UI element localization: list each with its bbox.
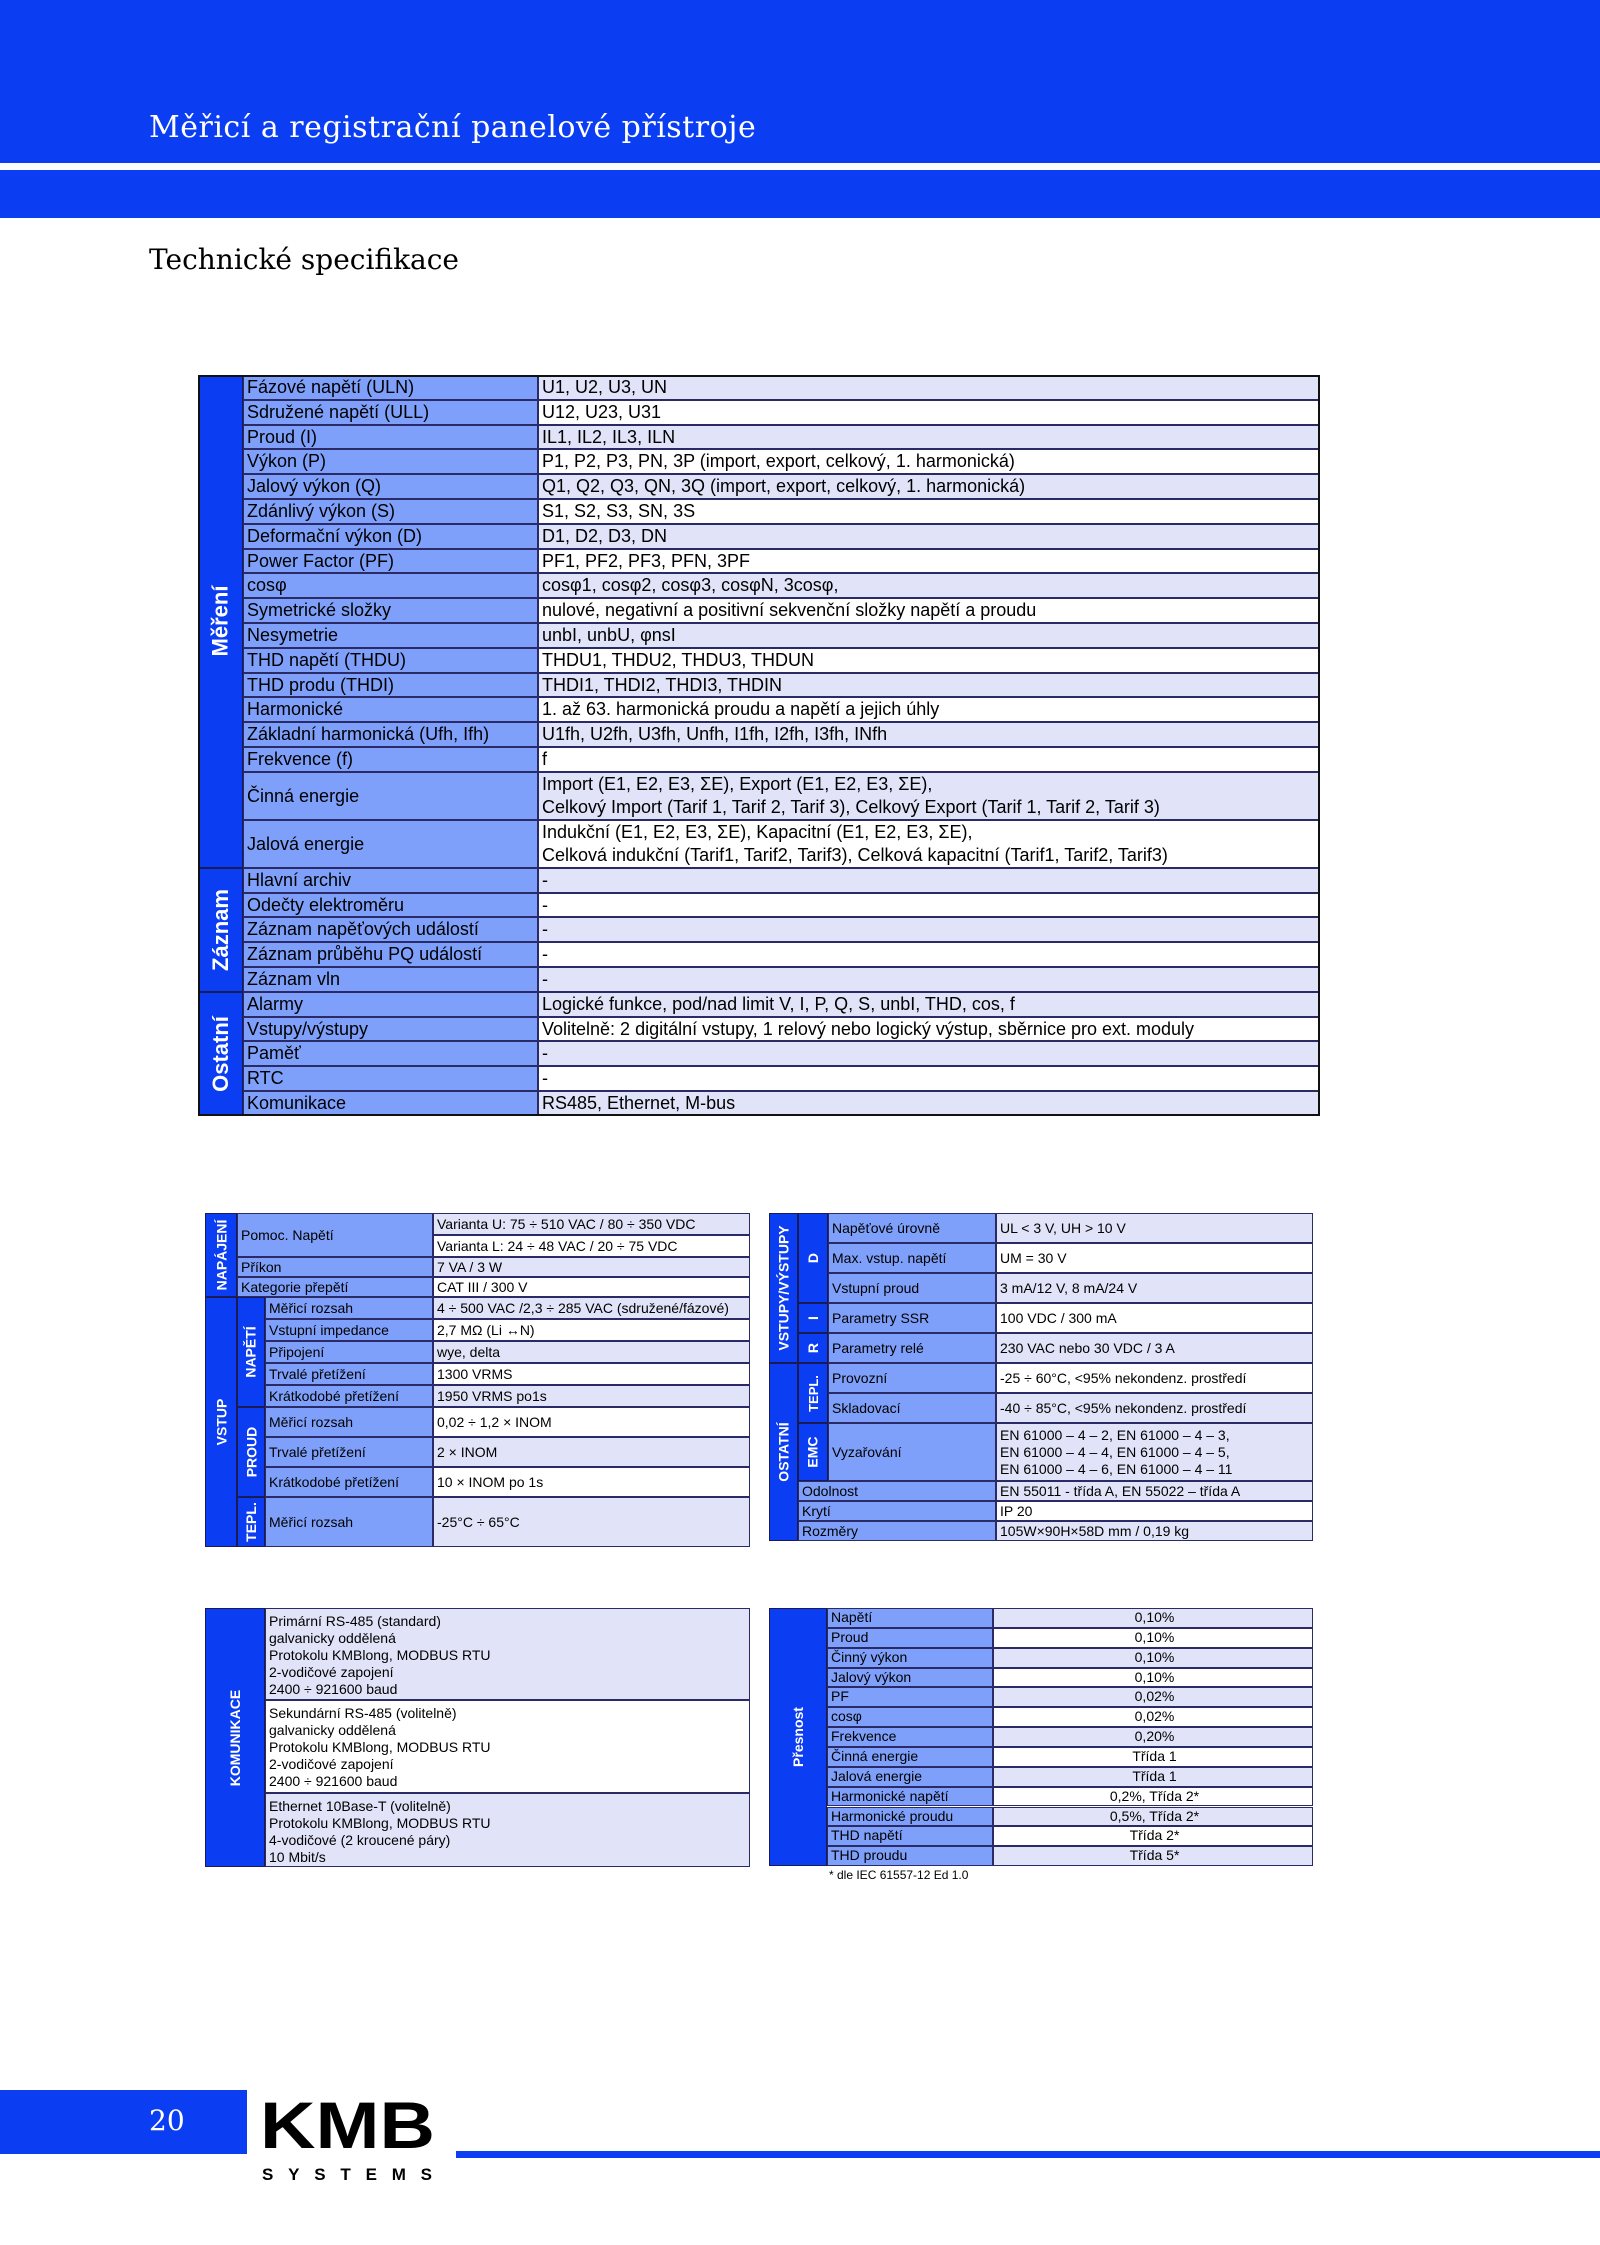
accuracy-value: 0,20% bbox=[993, 1727, 1313, 1747]
accuracy-value: 0,5%, Třída 2* bbox=[993, 1807, 1313, 1827]
spec-label: Komunikace bbox=[243, 1091, 538, 1116]
power-label: Připojení bbox=[265, 1341, 433, 1363]
power-value: 0,02 ÷ 1,2 × INOM bbox=[433, 1407, 750, 1437]
comm-line: Sekundární RS-485 (volitelně) bbox=[269, 1705, 457, 1721]
spec-value: 1. až 63. harmonická proudu a napětí a jejich úhly bbox=[538, 697, 1320, 722]
accuracy-value: Třída 1 bbox=[993, 1747, 1313, 1767]
spec-label: Výkon (P) bbox=[243, 449, 538, 474]
spec-label: Činná energie bbox=[243, 772, 538, 820]
accuracy-value: 0,10% bbox=[993, 1668, 1313, 1688]
accuracy-label: Jalová energie bbox=[827, 1767, 993, 1787]
power-value: Varianta L: 24 ÷ 48 VAC / 20 ÷ 75 VDC bbox=[433, 1235, 750, 1257]
spec-value: - bbox=[538, 1066, 1320, 1091]
group-label-text: Měření bbox=[207, 585, 233, 657]
io-label: Skladovací bbox=[828, 1393, 996, 1423]
comm-line: 4-vodičové (2 kroucené páry) bbox=[269, 1832, 451, 1848]
io-value: IP 20 bbox=[996, 1501, 1313, 1521]
power-value: 10 × INOM po 1s bbox=[433, 1467, 750, 1497]
accuracy-value: 0,02% bbox=[993, 1707, 1313, 1727]
group-ostatni bbox=[769, 1363, 798, 1541]
group-ostatni-text: OSTATNÍ bbox=[775, 1422, 792, 1482]
group-napajeni bbox=[205, 1213, 237, 1297]
comm-block bbox=[265, 1700, 750, 1793]
group-label-text: Ostatní bbox=[207, 1015, 233, 1092]
spec-label: THD napětí (THDU) bbox=[243, 648, 538, 673]
subgroup-i-text: I bbox=[804, 1316, 821, 1320]
spec-value-line: Celková indukční (Tarif1, Tarif2, Tarif3), Celková kapacitní (Tarif1, Tarif2, Tarif3) bbox=[542, 844, 1168, 865]
group-vstup-text: VSTUP bbox=[213, 1398, 229, 1446]
subgroup-tepl bbox=[798, 1363, 828, 1423]
spec-label: Deformační výkon (D) bbox=[243, 524, 538, 549]
comm-line: galvanicky oddělená bbox=[269, 1722, 396, 1738]
comm-line: Protokolu KMBlong, MODBUS RTU bbox=[269, 1815, 491, 1831]
comm-block bbox=[265, 1608, 750, 1700]
power-label: Měřicí rozsah bbox=[265, 1297, 433, 1319]
io-value: -40 ÷ 85°C, <95% nekondenz. prostředí bbox=[996, 1393, 1313, 1423]
accuracy-label: Proud bbox=[827, 1628, 993, 1648]
spec-value: Q1, Q2, Q3, QN, 3Q (import, export, celkový, 1. harmonická) bbox=[538, 474, 1320, 499]
subgroup-tepl bbox=[237, 1497, 265, 1547]
spec-value: - bbox=[538, 942, 1320, 967]
accuracy-label: Napětí bbox=[827, 1608, 993, 1628]
io-value-line: EN 61000 – 4 – 6, EN 61000 – 4 – 11 bbox=[1000, 1461, 1233, 1477]
document-title: Měřicí a registrační panelové přístroje bbox=[149, 110, 757, 145]
spec-value-line: Celkový Import (Tarif 1, Tarif 2, Tarif 3), Celkový Export (Tarif 1, Tarif 2, Tarif 3) bbox=[542, 796, 1160, 817]
spec-value: S1, S2, S3, SN, 3S bbox=[538, 499, 1320, 524]
comm-line: 2-vodičové zapojení bbox=[269, 1664, 394, 1680]
group-komunikace-text: KOMUNIKACE bbox=[227, 1689, 244, 1786]
spec-label: Zdánlivý výkon (S) bbox=[243, 499, 538, 524]
spec-value: RS485, Ethernet, M-bus bbox=[538, 1091, 1320, 1116]
spec-label: Záznam průběhu PQ událostí bbox=[243, 942, 538, 967]
spec-value: - bbox=[538, 893, 1320, 918]
comm-line: galvanicky oddělená bbox=[269, 1630, 396, 1646]
accuracy-value: 0,2%, Třída 2* bbox=[993, 1787, 1313, 1807]
io-value bbox=[996, 1423, 1313, 1481]
subgroup-napeti-text: NAPĚTÍ bbox=[243, 1326, 259, 1378]
spec-label: Alarmy bbox=[243, 992, 538, 1017]
spec-value: Logické funkce, pod/nad limit V, I, P, Q, S, unbI, THD, cos, f bbox=[538, 992, 1320, 1017]
spec-label: cosφ bbox=[243, 573, 538, 598]
power-value: 4 ÷ 500 VAC /2,3 ÷ 285 VAC (sdružené/fázové) bbox=[433, 1297, 750, 1319]
spec-value: - bbox=[538, 917, 1320, 942]
io-value: 100 VDC / 300 mA bbox=[996, 1303, 1313, 1333]
power-label: Měřicí rozsah bbox=[265, 1407, 433, 1437]
accuracy-label: Frekvence bbox=[827, 1727, 993, 1747]
spec-value: THDI1, THDI2, THDI3, THDIN bbox=[538, 673, 1320, 698]
spec-value-line: Indukční (E1, E2, E3, ΣE), Kapacitní (E1, E2, E3, ΣE), bbox=[542, 821, 973, 842]
logo-text: KMB bbox=[260, 2090, 435, 2162]
accuracy-label: THD proudu bbox=[827, 1846, 993, 1866]
subgroup-r bbox=[798, 1333, 828, 1363]
power-value: 2,7 MΩ (Li ↔N) bbox=[433, 1319, 750, 1341]
spec-label: Záznam vln bbox=[243, 967, 538, 992]
comm-line: 2400 ÷ 921600 baud bbox=[269, 1773, 398, 1789]
subgroup-r-text: R bbox=[805, 1342, 821, 1354]
group-label bbox=[198, 992, 243, 1116]
spec-value bbox=[538, 772, 1320, 820]
subgroup-emc-text: EMC bbox=[805, 1436, 821, 1468]
power-value: 1950 VRMS po1s bbox=[433, 1385, 750, 1407]
subgroup-napeti bbox=[237, 1297, 265, 1407]
power-value: 1300 VRMS bbox=[433, 1363, 750, 1385]
io-value: UM = 30 V bbox=[996, 1243, 1313, 1273]
io-label: Krytí bbox=[798, 1501, 996, 1521]
comm-line: 2400 ÷ 921600 baud bbox=[269, 1681, 398, 1697]
io-value: 230 VAC nebo 30 VDC / 3 A bbox=[996, 1333, 1313, 1363]
spec-value-line: Import (E1, E2, E3, ΣE), Export (E1, E2, E3, ΣE), bbox=[542, 773, 933, 794]
power-label: Trvalé přetížení bbox=[265, 1363, 433, 1385]
power-label: Vstupní impedance bbox=[265, 1319, 433, 1341]
comm-line: Protokolu KMBlong, MODBUS RTU bbox=[269, 1647, 491, 1663]
spec-value: - bbox=[538, 967, 1320, 992]
accuracy-label: Harmonické napětí bbox=[827, 1787, 993, 1807]
accuracy-label: Činná energie bbox=[827, 1747, 993, 1767]
spec-label: RTC bbox=[243, 1066, 538, 1091]
power-value: wye, delta bbox=[433, 1341, 750, 1363]
accuracy-value: 0,10% bbox=[993, 1628, 1313, 1648]
subgroup-proud-text: PROUD bbox=[243, 1426, 259, 1478]
power-value: -25°C ÷ 65°C bbox=[433, 1497, 750, 1547]
spec-label: Proud (I) bbox=[243, 425, 538, 450]
header-band-lower bbox=[0, 170, 1600, 218]
group-label bbox=[198, 868, 243, 992]
comm-line: Ethernet 10Base-T (volitelně) bbox=[269, 1798, 451, 1814]
spec-value: nulové, negativní a positivní sekvenční složky napětí a proudu bbox=[538, 598, 1320, 623]
spec-value: unbI, unbU, φnsI bbox=[538, 623, 1320, 648]
footer-band bbox=[0, 2090, 247, 2154]
io-value-line: EN 61000 – 4 – 4, EN 61000 – 4 – 5, bbox=[1000, 1444, 1230, 1460]
spec-label: Frekvence (f) bbox=[243, 747, 538, 772]
accuracy-label: Harmonické proudu bbox=[827, 1807, 993, 1827]
power-label: Krátkodobé přetížení bbox=[265, 1385, 433, 1407]
io-value-line: EN 61000 – 4 – 2, EN 61000 – 4 – 3, bbox=[1000, 1427, 1230, 1443]
spec-value: PF1, PF2, PF3, PFN, 3PF bbox=[538, 549, 1320, 574]
io-value: UL < 3 V, UH > 10 V bbox=[996, 1213, 1313, 1243]
spec-value: Volitelně: 2 digitální vstupy, 1 relový nebo logický výstup, sběrnice pro ext. moduly bbox=[538, 1017, 1320, 1042]
io-label: Max. vstup. napětí bbox=[828, 1243, 996, 1273]
accuracy-label: Jalový výkon bbox=[827, 1668, 993, 1688]
spec-value: - bbox=[538, 1041, 1320, 1066]
power-label: Krátkodobé přetížení bbox=[265, 1467, 433, 1497]
spec-label: Záznam napěťových událostí bbox=[243, 917, 538, 942]
spec-value: U1fh, U2fh, U3fh, Unfh, I1fh, I2fh, I3fh, INfh bbox=[538, 722, 1320, 747]
comm-line: 10 Mbit/s bbox=[269, 1849, 326, 1865]
subgroup-d bbox=[798, 1213, 828, 1303]
subgroup-tepl-text: TEPL. bbox=[243, 1502, 260, 1542]
spec-label: Vstupy/výstupy bbox=[243, 1017, 538, 1042]
spec-value: P1, P2, P3, PN, 3P (import, export, celkový, 1. harmonická) bbox=[538, 449, 1320, 474]
accuracy-value: 0,02% bbox=[993, 1687, 1313, 1707]
io-label: Odolnost bbox=[798, 1481, 996, 1501]
spec-label: Paměť bbox=[243, 1041, 538, 1066]
spec-label: Hlavní archiv bbox=[243, 868, 538, 893]
accuracy-value: Třída 1 bbox=[993, 1767, 1313, 1787]
spec-value: U12, U23, U31 bbox=[538, 400, 1320, 425]
io-label: Vyzařování bbox=[828, 1423, 996, 1481]
group-label bbox=[198, 375, 243, 868]
comm-line: 2-vodičové zapojení bbox=[269, 1756, 394, 1772]
io-value: EN 55011 - třída A, EN 55022 – třída A bbox=[996, 1481, 1313, 1501]
io-value: 3 mA/12 V, 8 mA/24 V bbox=[996, 1273, 1313, 1303]
subgroup-tepl-text: TEPL. bbox=[805, 1374, 821, 1412]
spec-value: U1, U2, U3, UN bbox=[538, 375, 1320, 400]
power-value: CAT III / 300 V bbox=[433, 1277, 750, 1297]
section-title: Technické specifikace bbox=[149, 243, 459, 276]
power-label: Příkon bbox=[237, 1257, 433, 1277]
accuracy-value: Třída 2* bbox=[993, 1826, 1313, 1846]
spec-value: f bbox=[538, 747, 1320, 772]
accuracy-label: Činný výkon bbox=[827, 1648, 993, 1668]
spec-label: Nesymetrie bbox=[243, 623, 538, 648]
group-vstupy-vystupy bbox=[769, 1213, 798, 1363]
io-label: Parametry relé bbox=[828, 1333, 996, 1363]
power-value: 2 × INOM bbox=[433, 1437, 750, 1467]
accuracy-footnote: * dle IEC 61557-12 Ed 1.0 bbox=[829, 1868, 969, 1882]
power-label: Trvalé přetížení bbox=[265, 1437, 433, 1467]
spec-label: Jalová energie bbox=[243, 820, 538, 868]
power-label: Měřicí rozsah bbox=[265, 1497, 433, 1547]
io-label: Parametry SSR bbox=[828, 1303, 996, 1333]
comm-block bbox=[265, 1793, 750, 1867]
accuracy-value: 0,10% bbox=[993, 1648, 1313, 1668]
subgroup-i bbox=[798, 1303, 828, 1333]
group-presnost bbox=[769, 1608, 827, 1866]
spec-value bbox=[538, 820, 1320, 868]
comm-line: Protokolu KMBlong, MODBUS RTU bbox=[269, 1739, 491, 1755]
io-value: 105W×90H×58D mm / 0,19 kg bbox=[996, 1521, 1313, 1541]
group-vstup bbox=[205, 1297, 237, 1547]
spec-value: D1, D2, D3, DN bbox=[538, 524, 1320, 549]
io-label: Napěťové úrovně bbox=[828, 1213, 996, 1243]
spec-label: Power Factor (PF) bbox=[243, 549, 538, 574]
accuracy-value: Třída 5* bbox=[993, 1846, 1313, 1866]
accuracy-label: cosφ bbox=[827, 1707, 993, 1727]
spec-label: Jalový výkon (Q) bbox=[243, 474, 538, 499]
spec-label: Harmonické bbox=[243, 697, 538, 722]
accuracy-label: THD napětí bbox=[827, 1826, 993, 1846]
header-divider bbox=[0, 163, 1600, 170]
subgroup-emc bbox=[798, 1423, 828, 1481]
spec-label: Fázové napětí (ULN) bbox=[243, 375, 538, 400]
io-label: Provozní bbox=[828, 1363, 996, 1393]
power-value: 7 VA / 3 W bbox=[433, 1257, 750, 1277]
spec-label: Symetrické složky bbox=[243, 598, 538, 623]
group-label-text: Záznam bbox=[207, 888, 233, 971]
spec-value: - bbox=[538, 868, 1320, 893]
subgroup-proud bbox=[237, 1407, 265, 1497]
accuracy-label: PF bbox=[827, 1687, 993, 1707]
spec-value: IL1, IL2, IL3, ILN bbox=[538, 425, 1320, 450]
spec-label: Sdružené napětí (ULL) bbox=[243, 400, 538, 425]
comm-line: Primární RS-485 (standard) bbox=[269, 1613, 441, 1629]
power-label: Kategorie přepětí bbox=[237, 1277, 433, 1297]
power-value: Varianta U: 75 ÷ 510 VAC / 80 ÷ 350 VDC bbox=[433, 1213, 750, 1235]
page-number: 20 bbox=[149, 2104, 185, 2137]
group-napajeni-text: NAPÁJENÍ bbox=[213, 1219, 230, 1291]
logo-subtext: SYSTEMS bbox=[262, 2165, 432, 2184]
group-vstupy-vystupy-text: VSTUPY/VÝSTUPY bbox=[775, 1225, 792, 1351]
spec-label: THD produ (THDI) bbox=[243, 673, 538, 698]
io-label: Rozměry bbox=[798, 1521, 996, 1541]
group-komunikace bbox=[205, 1608, 265, 1867]
spec-value: THDU1, THDU2, THDU3, THDUN bbox=[538, 648, 1320, 673]
footer-line bbox=[456, 2151, 1600, 2158]
group-presnost-text: Přesnost bbox=[790, 1707, 807, 1767]
power-label: Pomoc. Napětí bbox=[237, 1213, 433, 1257]
spec-label: Odečty elektroměru bbox=[243, 893, 538, 918]
io-label: Vstupní proud bbox=[828, 1273, 996, 1303]
subgroup-d-text: D bbox=[805, 1252, 821, 1264]
spec-value: cosφ1, cosφ2, cosφ3, cosφN, 3cosφ, bbox=[538, 573, 1320, 598]
io-value: -25 ÷ 60°C, <95% nekondenz. prostředí bbox=[996, 1363, 1313, 1393]
accuracy-value: 0,10% bbox=[993, 1608, 1313, 1628]
kmb-systems-logo bbox=[260, 2090, 440, 2185]
spec-label: Základní harmonická (Ufh, Ifh) bbox=[243, 722, 538, 747]
